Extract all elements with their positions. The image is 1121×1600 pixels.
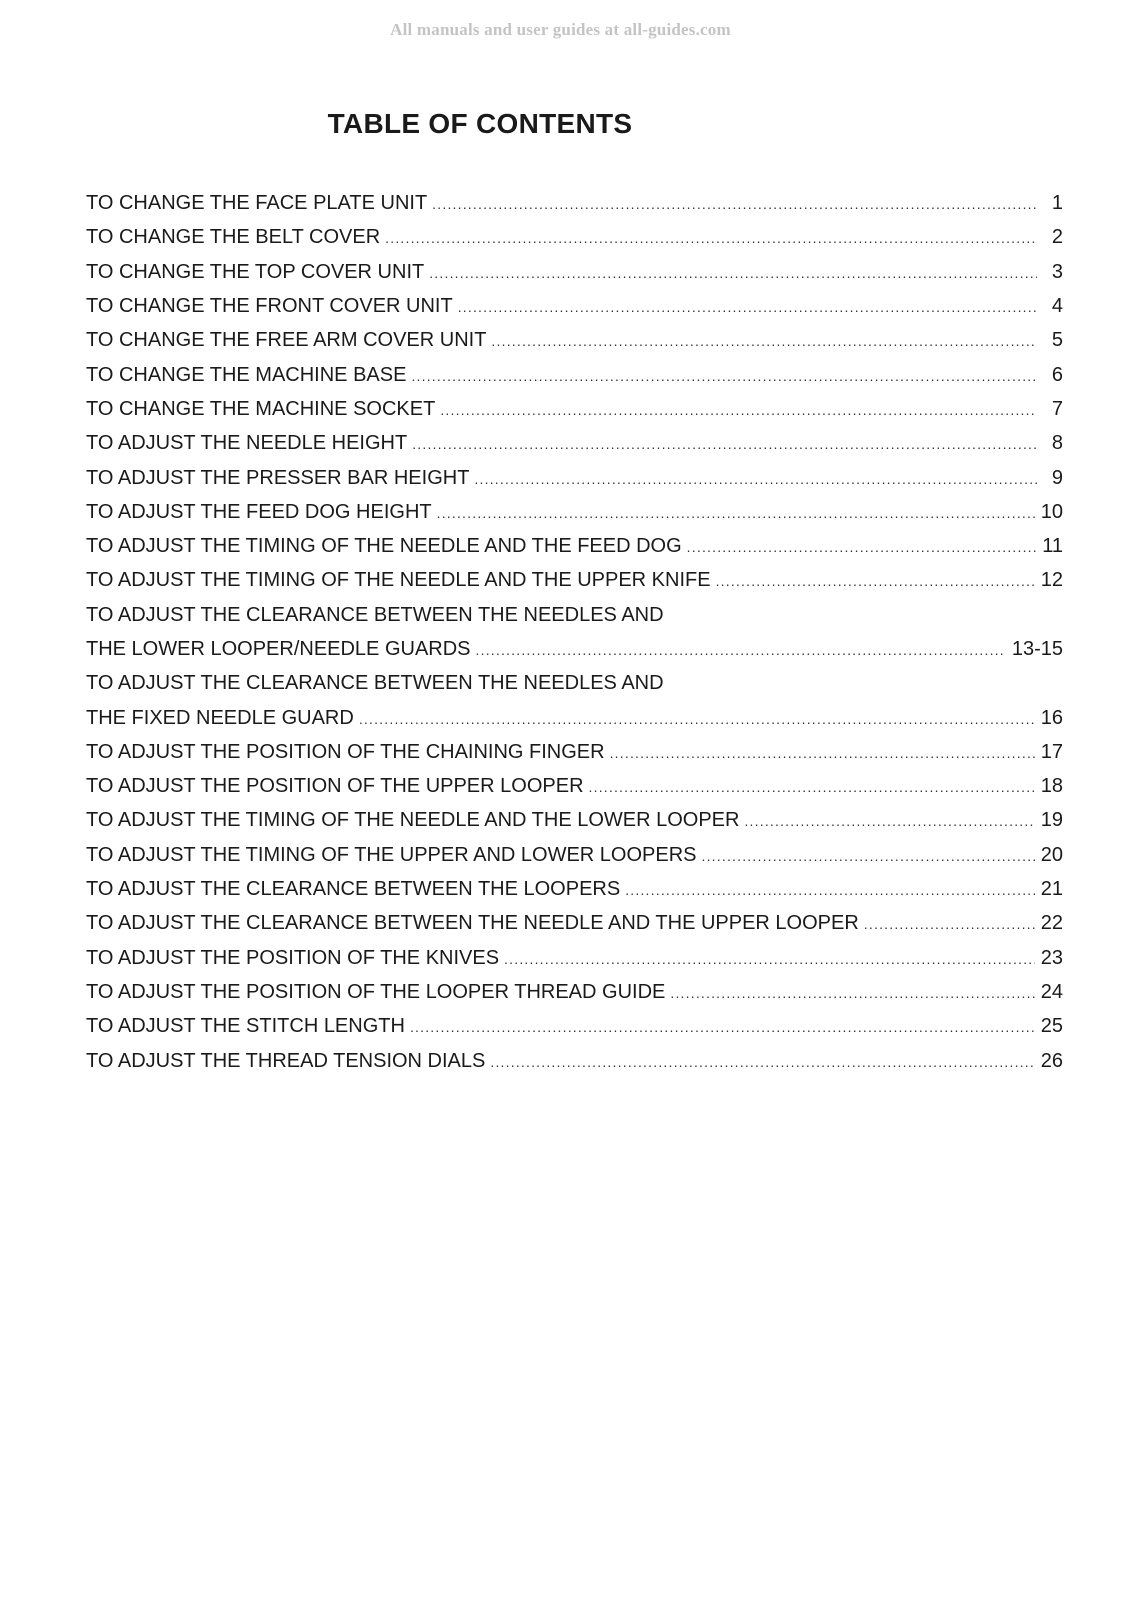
toc-entry-title: TO CHANGE THE FREE ARM COVER UNIT: [86, 329, 487, 352]
toc-dot-leader: [625, 879, 1035, 899]
toc-entry[interactable]: [86, 357, 1063, 391]
toc-entry[interactable]: [86, 769, 1063, 803]
toc-page-number: 9: [1051, 466, 1063, 489]
toc-dot-leader: [437, 502, 1035, 522]
toc-entry[interactable]: [86, 255, 1063, 289]
toc-entry[interactable]: [86, 975, 1063, 1009]
toc-entry[interactable]: [86, 598, 1063, 632]
toc-page-number: 7: [1051, 397, 1063, 420]
toc-page-number: 3: [1051, 260, 1063, 283]
toc-page-number: 21: [1040, 878, 1063, 901]
watermark: All manuals and user guides at all-guides.com: [390, 20, 731, 39]
toc-page-number: 12: [1040, 569, 1063, 592]
toc-page-number: 20: [1040, 843, 1063, 866]
toc-entry[interactable]: [86, 872, 1063, 906]
toc-page-number: 5: [1051, 329, 1063, 352]
toc-dot-leader: [458, 296, 1037, 316]
table-of-contents: [86, 186, 1063, 1078]
toc-dot-leader: [432, 193, 1037, 213]
toc-entry[interactable]: [86, 1043, 1063, 1077]
toc-page-number: 16: [1040, 706, 1063, 729]
toc-entry-title: TO ADJUST THE CLEARANCE BETWEEN THE LOOPERS: [86, 878, 621, 901]
toc-dot-leader: [744, 810, 1034, 830]
toc-dot-leader: [504, 948, 1035, 968]
toc-page-number: 4: [1051, 295, 1063, 318]
toc-entry[interactable]: [86, 632, 1063, 666]
toc-page-number: 1: [1051, 192, 1063, 215]
toc-entry[interactable]: [86, 289, 1063, 323]
toc-entry[interactable]: [86, 700, 1063, 734]
toc-page-number: 23: [1040, 946, 1063, 969]
toc-dot-leader: [687, 536, 1037, 556]
toc-page-number: 26: [1040, 1049, 1063, 1072]
toc-entry[interactable]: [86, 941, 1063, 975]
toc-entry-title: TO ADJUST THE POSITION OF THE LOOPER THREAD GUIDE: [86, 980, 666, 1003]
toc-entry[interactable]: [86, 803, 1063, 837]
toc-dot-leader: [670, 982, 1034, 1002]
toc-entry-title: TO CHANGE THE FRONT COVER UNIT: [86, 295, 453, 318]
toc-dot-leader: [474, 468, 1037, 488]
toc-entry-title: TO ADJUST THE PRESSER BAR HEIGHT: [86, 466, 470, 489]
toc-entry[interactable]: [86, 735, 1063, 769]
toc-entry-title: THE FIXED NEEDLE GUARD: [86, 706, 354, 729]
toc-entry-title: TO CHANGE THE FACE PLATE UNIT: [86, 192, 428, 215]
toc-entry-title: TO ADJUST THE TIMING OF THE UPPER AND LOWER LOOPERS: [86, 843, 697, 866]
toc-entry-title: TO CHANGE THE TOP COVER UNIT: [86, 260, 425, 283]
toc-page-number: 6: [1051, 363, 1063, 386]
toc-dot-leader: [429, 262, 1037, 282]
toc-entry[interactable]: [86, 563, 1063, 597]
toc-dot-leader: [864, 913, 1035, 933]
toc-dot-leader: [410, 1016, 1035, 1036]
toc-page-number: 17: [1040, 740, 1063, 763]
toc-entry-title: TO CHANGE THE MACHINE BASE: [86, 363, 407, 386]
toc-dot-leader: [702, 845, 1035, 865]
toc-entry-title: TO ADJUST THE STITCH LENGTH: [86, 1015, 405, 1038]
toc-dot-leader: [476, 639, 1006, 659]
toc-page-number: 25: [1040, 1015, 1063, 1038]
toc-entry-title: TO ADJUST THE CLEARANCE BETWEEN THE NEEDLES AND: [86, 672, 664, 695]
toc-entry-title: TO CHANGE THE MACHINE SOCKET: [86, 397, 436, 420]
toc-entry-title: TO ADJUST THE FEED DOG HEIGHT: [86, 500, 432, 523]
toc-entry[interactable]: [86, 220, 1063, 254]
toc-page-number: 22: [1040, 912, 1063, 935]
toc-dot-leader: [491, 330, 1037, 350]
toc-page-number: 11: [1042, 535, 1063, 558]
toc-entry[interactable]: [86, 392, 1063, 426]
toc-entry-title: TO CHANGE THE BELT COVER: [86, 226, 381, 249]
toc-entry[interactable]: [86, 460, 1063, 494]
toc-dot-leader: [411, 365, 1037, 385]
toc-entry-title: TO ADJUST THE NEEDLE HEIGHT: [86, 432, 408, 455]
toc-entry[interactable]: [86, 838, 1063, 872]
toc-dot-leader: [440, 399, 1037, 419]
toc-dot-leader: [385, 227, 1037, 247]
toc-dot-leader: [359, 708, 1035, 728]
toc-page-number: 13-15: [1011, 638, 1063, 660]
toc-page-number: 8: [1051, 432, 1063, 455]
toc-entry-title: TO ADJUST THE POSITION OF THE UPPER LOOPER: [86, 775, 584, 798]
toc-entry[interactable]: [86, 323, 1063, 357]
toc-entry[interactable]: [86, 529, 1063, 563]
toc-dot-leader: [490, 1051, 1034, 1071]
toc-page-number: 24: [1040, 980, 1063, 1003]
toc-dot-leader: [412, 433, 1037, 453]
toc-dot-leader: [589, 776, 1035, 796]
toc-entry[interactable]: [86, 666, 1063, 700]
toc-dot-leader: [716, 570, 1035, 590]
toc-entry-title: TO ADJUST THE TIMING OF THE NEEDLE AND THE FEED DOG: [86, 535, 682, 558]
toc-entry-title: TO ADJUST THE CLEARANCE BETWEEN THE NEEDLE AND THE UPPER LOOPER: [86, 912, 859, 935]
toc-entry[interactable]: [86, 906, 1063, 940]
toc-entry-title: TO ADJUST THE TIMING OF THE NEEDLE AND THE UPPER KNIFE: [86, 569, 711, 592]
toc-entry-title: TO ADJUST THE CLEARANCE BETWEEN THE NEEDLES AND: [86, 603, 664, 626]
toc-entry[interactable]: [86, 1009, 1063, 1043]
toc-page-number: 2: [1051, 226, 1063, 249]
toc-page-number: 10: [1040, 500, 1063, 523]
toc-entry-title: TO ADJUST THE POSITION OF THE KNIVES: [86, 946, 500, 969]
toc-entry[interactable]: [86, 426, 1063, 460]
page-title: TABLE OF CONTENTS: [327, 108, 633, 139]
toc-entry-title: THE LOWER LOOPER/NEEDLE GUARDS: [86, 638, 471, 660]
toc-dot-leader: [610, 742, 1035, 762]
toc-entry-title: TO ADJUST THE POSITION OF THE CHAINING FINGER: [86, 740, 605, 763]
toc-page-number: 18: [1040, 775, 1063, 798]
toc-page-number: 19: [1040, 809, 1063, 832]
toc-entry-title: TO ADJUST THE THREAD TENSION DIALS: [86, 1049, 486, 1072]
toc-entry[interactable]: [86, 495, 1063, 529]
toc-entry-title: TO ADJUST THE TIMING OF THE NEEDLE AND THE LOWER LOOPER: [86, 809, 740, 832]
toc-entry[interactable]: [86, 186, 1063, 220]
